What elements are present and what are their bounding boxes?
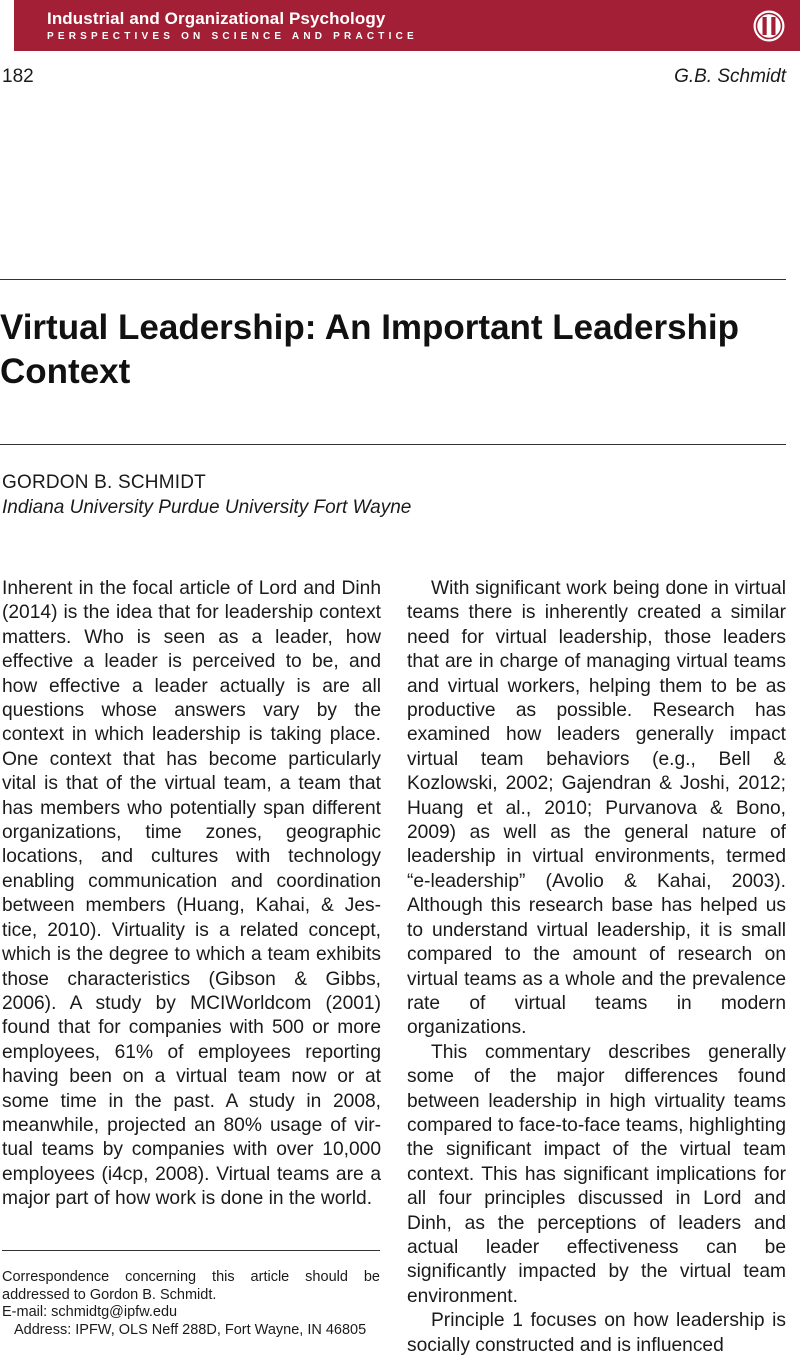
page-number: 182: [2, 66, 34, 87]
email-note: E-mail: schmidtg@ipfw.edu: [2, 1304, 178, 1320]
body-column-left: [2, 577, 381, 1212]
body-column-right: [407, 577, 786, 1358]
journal-seal-icon: [752, 9, 786, 43]
title-bottom-rule: [0, 444, 786, 445]
body-paragraph: Principle 1 focuses on how leadership is socially constructed and is influenced: [407, 1310, 786, 1356]
address-note: Address: IPFW, OLS Neff 288D, Fort Wayne, IN 46805: [14, 1321, 367, 1338]
body-paragraph: This commentary describes generally some of the major differences found between leadership in high virtuality teams compared to face-to-face teams, highlighting the significant impact of the virtual team context. This has significant implications for all four principles discussed in Lord and Dinh, as the perceptions of leaders and actual leader effectiveness can be significantly impacted by the virtual team environment.: [407, 1041, 786, 1307]
journal-banner: [14, 0, 800, 51]
body-paragraph: With significant work being done in virtual teams there is inherently created a similar need for virtual leadership, those leaders that are in charge of managing virtual teams and virtual workers, helping them to be as productive as possible. Research has examined how leaders generally impact virtual team behaviors (e.g., Bell & Kozlowski, 2002; Gajendran & Joshi, 2012; Huang et al., 2010; Purvanova & Bono, 2009) as well as the general nature of leadership in virtual environments, termed “e-leadership” (Avolio & Kahai, 2003). Although this research base has helped us to understand virtual leadership, it is small compared to the amount of research on virtual teams as a whole and the prevalence rate of virtual teams in modern organizations.: [407, 578, 786, 1039]
article-title: Virtual Leadership: An Important Leadership Context: [0, 308, 740, 391]
journal-subtitle: PERSPECTIVES ON SCIENCE AND PRACTICE: [47, 31, 418, 42]
footnotes: [2, 1269, 380, 1339]
journal-title: Industrial and Organizational Psychology: [47, 9, 386, 28]
correspondence-note: Correspondence concerning this article should be addressed to Gordon B. Schmidt.: [2, 1269, 380, 1303]
title-top-rule: [0, 279, 786, 280]
running-author: G.B. Schmidt: [674, 66, 786, 87]
footnote-rule: [2, 1250, 380, 1251]
author-name: GORDON B. SCHMIDT: [2, 472, 206, 493]
author-affiliation: Indiana University Purdue University Fort Wayne: [2, 497, 412, 518]
body-paragraph: Inherent in the focal article of Lord and Dinh (2014) is the idea that for leadership context matters. Who is seen as a leader, how effective a leader is perceived to be, and how effective a leader actually is are all questions whose answers vary by the context in which leadership is taking place. One context that has become particularly vital is that of the virtual team, a team that has members who potentially span different organizations, time zones, geographic locations, and cultures with technology enabling communication and coordination between members (Huang, Kahai, & Jestice, 2010). Virtuality is a related concept, which is the degree to which a team exhibits those characteristics (Gibson & Gibbs, 2006). A study by MCIWorldcom (2001) found that for companies with 500 or more employees, 61% of employees reporting having been on a virtual team now or at some time in the past. A study in 2008, meanwhile, projected an 80% usage of virtual teams by companies with over 10,000 employees (i4cp, 2008). Virtual teams are a major part of how work is done in the world.: [2, 578, 381, 1210]
